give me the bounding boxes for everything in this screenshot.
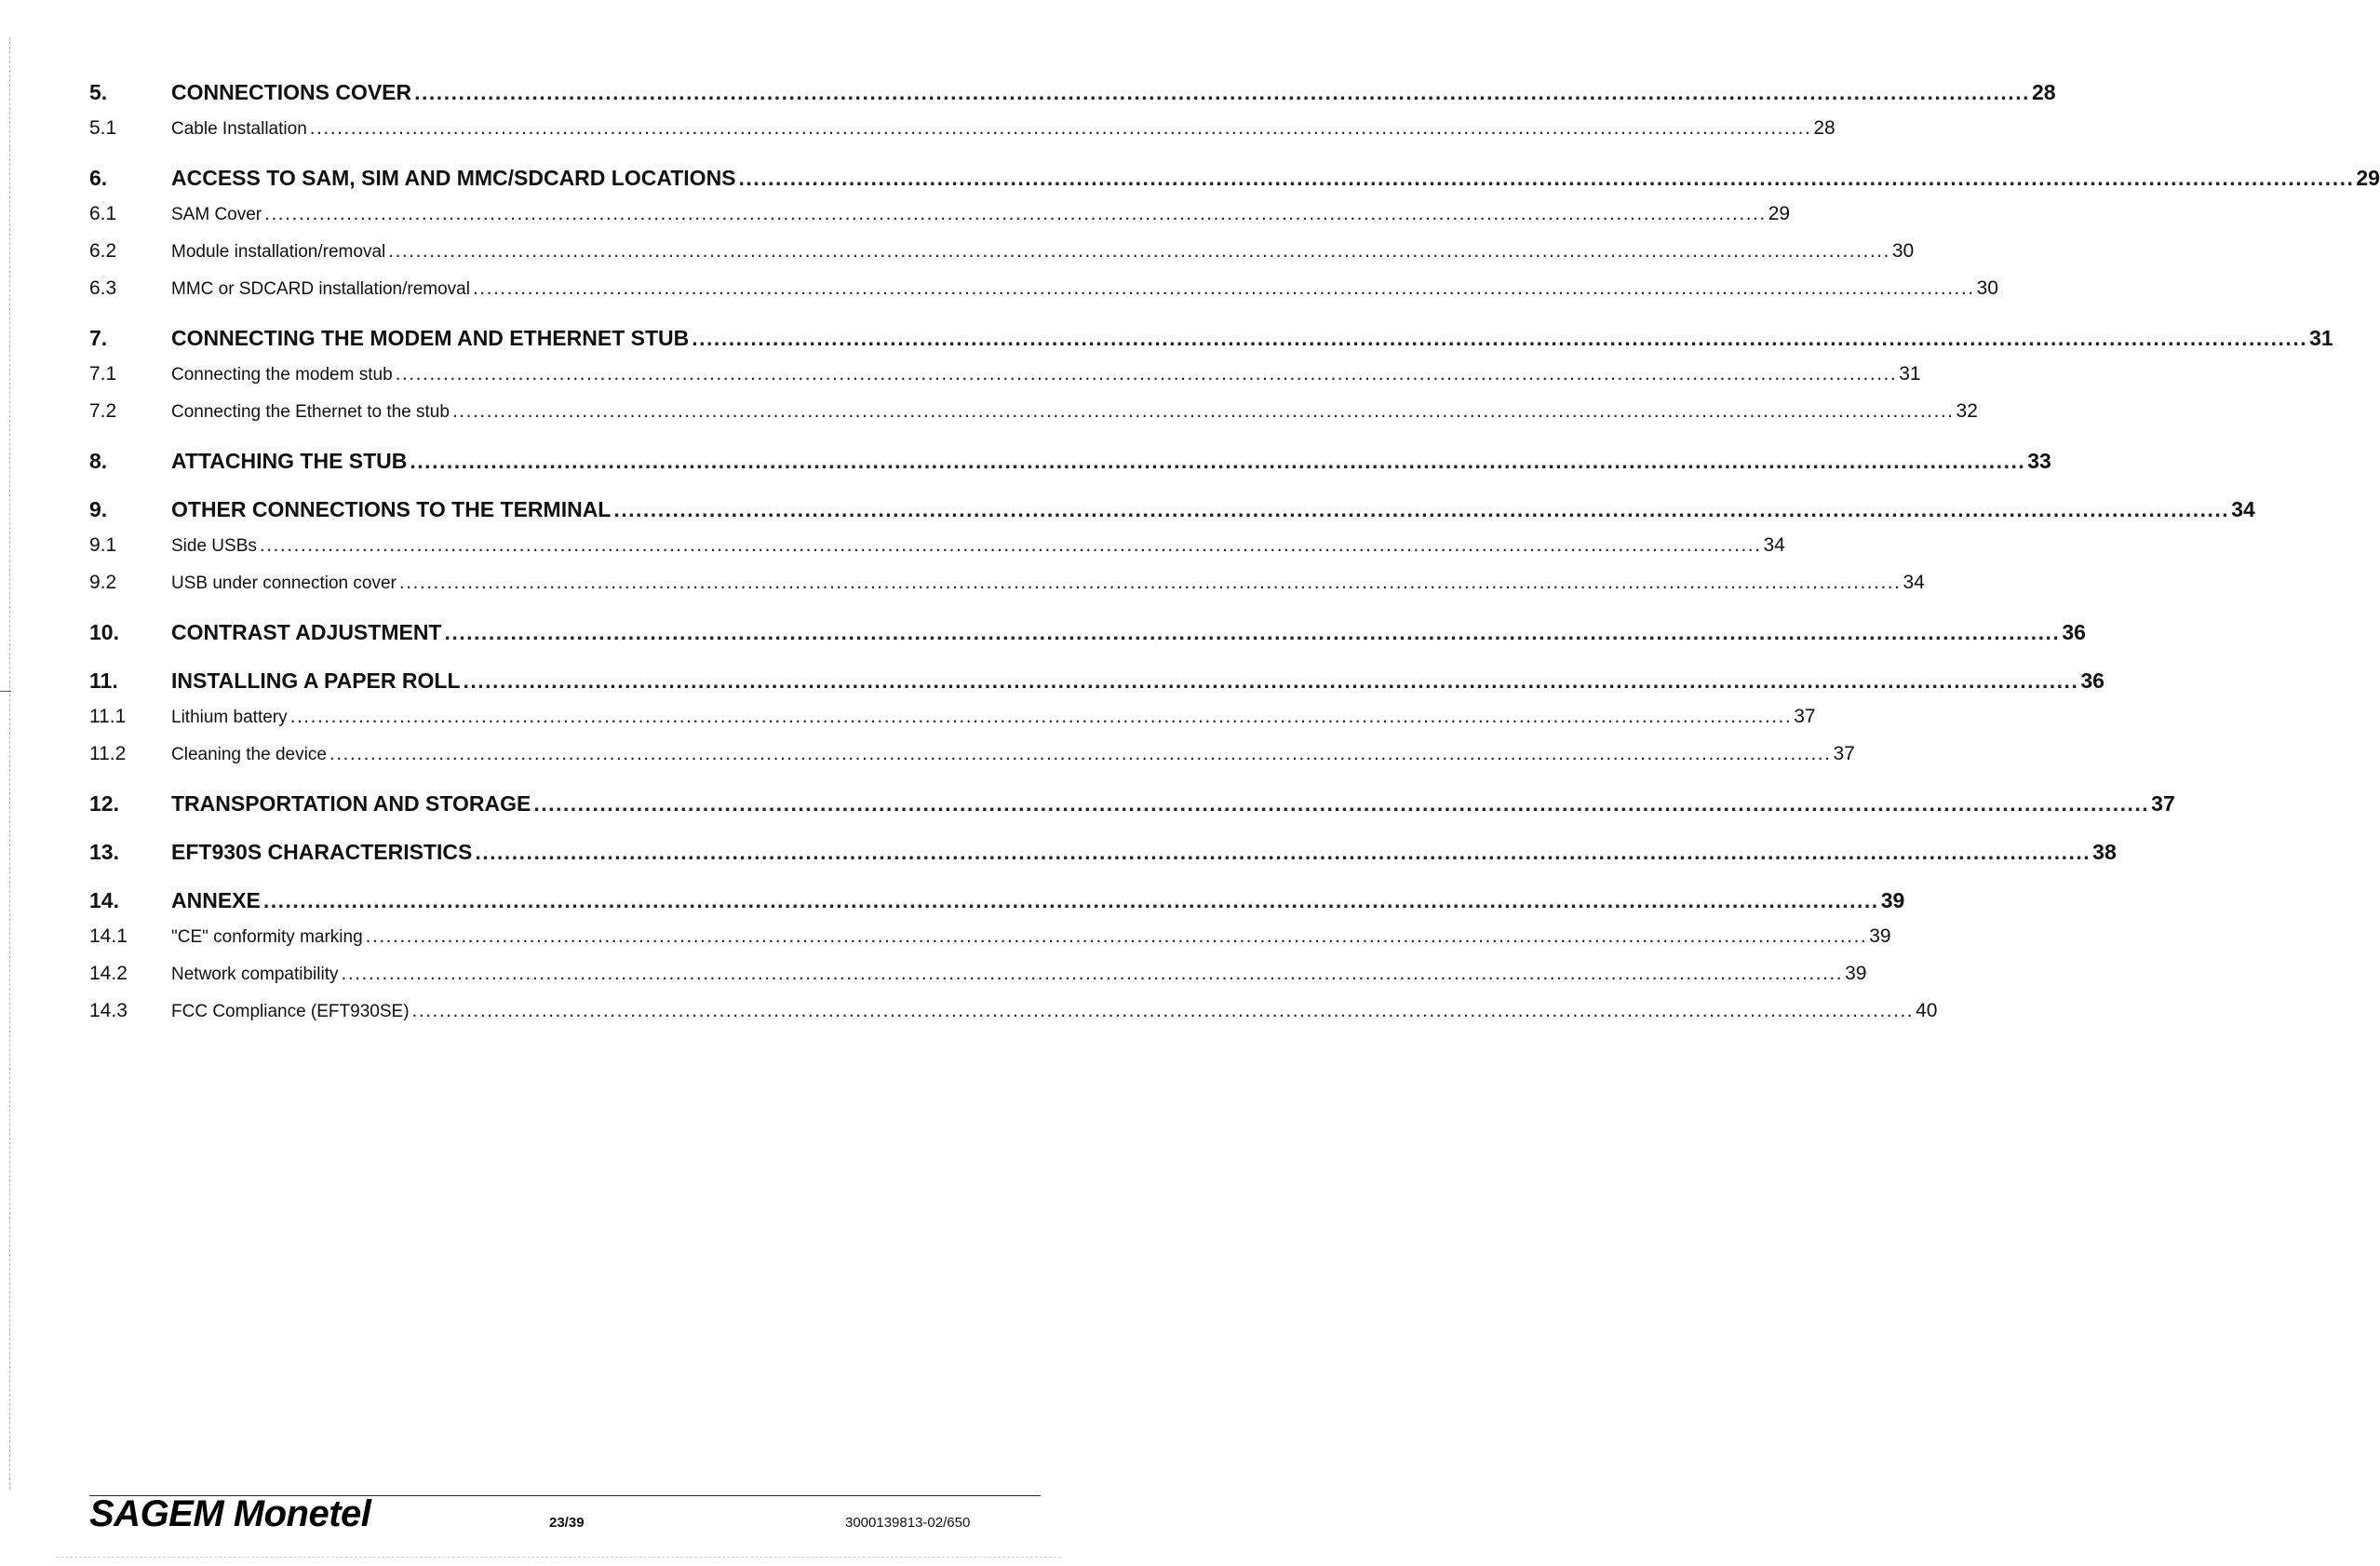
toc-leader-dots: ............................................................................................................................................................................................................................ [463, 668, 2079, 693]
toc-number: 12. [89, 791, 119, 816]
toc-title: MMC or SDCARD installation/removal [171, 279, 470, 299]
toc-leader-dots: ............................................................................................................................................................................................................................ [472, 277, 1975, 299]
toc-title: Cable Installation [171, 119, 307, 139]
toc-page-number: 36 [2062, 620, 2086, 644]
toc-leader-dots: ............................................................................................................................................................................................................................ [692, 326, 2308, 350]
toc-title: INSTALLING A PAPER ROLL [171, 668, 461, 693]
brand-logo: SAGEM Monetel [89, 1493, 371, 1534]
toc-number: 14.2 [89, 963, 128, 984]
toc-number: 6.3 [89, 277, 117, 299]
toc-number: 5. [89, 80, 108, 104]
toc-title: CONNECTIONS COVER [171, 80, 412, 104]
toc-leader-dots: ............................................................................................................................................................................................................................ [451, 400, 1955, 422]
toc-page-number: 31 [1899, 363, 1921, 385]
toc-leader-dots: ............................................................................................................................................................................................................................ [613, 497, 2230, 521]
toc-number: 14.1 [89, 925, 128, 947]
toc-page-number: 30 [1976, 277, 1998, 299]
toc-subsection[interactable] [89, 400, 1978, 438]
toc-number: 7.1 [89, 363, 117, 385]
toc-title: USB under connection cover [171, 574, 397, 593]
toc-page-number: 32 [1956, 400, 1978, 422]
toc-page-number: 39 [1869, 925, 1891, 947]
toc-number: 9. [89, 497, 108, 521]
toc-number: 11.1 [89, 706, 127, 727]
toc-number: 7.2 [89, 400, 117, 422]
page-number: 23/39 [549, 1515, 585, 1531]
toc-leader-dots: ............................................................................................................................................................................................................................ [365, 925, 1868, 947]
toc-page-number: 29 [1768, 203, 1791, 224]
toc-number: 6.2 [89, 240, 117, 262]
toc-subsection[interactable] [89, 743, 1855, 780]
toc-title: Module installation/removal [171, 242, 386, 262]
toc-subsection[interactable] [89, 277, 1998, 315]
toc-subsection[interactable] [89, 203, 1791, 240]
toc-section[interactable] [89, 840, 2117, 877]
toc-number: 7. [89, 326, 108, 350]
toc-title: OTHER CONNECTIONS TO THE TERMINAL [171, 497, 612, 521]
toc-page-number: 37 [1833, 743, 1855, 764]
toc-number: 5.1 [89, 117, 117, 139]
toc-page-number: 30 [1891, 240, 1915, 262]
toc-subsection[interactable] [89, 1000, 1938, 1037]
toc-subsection[interactable] [89, 240, 1915, 277]
toc-number: 6. [89, 166, 108, 190]
toc-page-number: 37 [2151, 791, 2175, 816]
toc-title: Network compatibility [171, 965, 339, 984]
toc-page-number: 28 [1813, 117, 1835, 139]
toc-title: Connecting the modem stub [171, 365, 393, 385]
toc-title: Side USBs [171, 536, 257, 556]
toc-page-number: 37 [1794, 706, 1816, 727]
toc-page-number: 34 [2231, 497, 2255, 521]
scan-bottom-line [56, 1557, 1061, 1558]
toc-number: 8. [89, 449, 108, 473]
toc-leader-dots: ............................................................................................................................................................................................................................ [341, 963, 1844, 984]
toc-number: 9.1 [89, 534, 117, 556]
scan-margin-tick [0, 691, 11, 692]
toc-title: FCC Compliance (EFT930SE) [171, 1002, 410, 1021]
toc-subsection[interactable] [89, 925, 1891, 963]
toc-title: CONNECTING THE MODEM AND ETHERNET STUB [171, 326, 690, 350]
toc-number: 14.3 [89, 1000, 128, 1021]
toc-number: 11. [89, 668, 118, 693]
toc-title: Cleaning the device [171, 745, 327, 764]
toc-section[interactable] [89, 166, 2380, 203]
toc-title: TRANSPORTATION AND STORAGE [171, 791, 531, 816]
toc-section[interactable] [89, 888, 1905, 925]
toc-title: ATTACHING THE STUB [171, 449, 408, 473]
toc-section[interactable] [89, 668, 2104, 706]
toc-number: 9.2 [89, 572, 117, 593]
toc-number: 14. [89, 888, 119, 912]
toc-subsection[interactable] [89, 117, 1835, 155]
toc-leader-dots: ............................................................................................................................................................................................................................ [411, 1000, 1915, 1021]
toc-leader-dots: ............................................................................................................................................................................................................................ [398, 572, 1902, 593]
toc-number: 13. [89, 840, 119, 864]
toc-title: CONTRAST ADJUSTMENT [171, 620, 442, 644]
toc-section[interactable] [89, 449, 2051, 486]
document-reference: 3000139813-02/650 [845, 1515, 971, 1531]
toc-page-number: 28 [2031, 80, 2056, 104]
toc-number: 6.1 [89, 203, 117, 224]
toc-title: SAM Cover [171, 205, 262, 224]
toc-leader-dots: ............................................................................................................................................................................................................................ [329, 743, 1832, 764]
toc-subsection[interactable] [89, 363, 1921, 400]
toc-section[interactable] [89, 80, 2056, 117]
toc-leader-dots: ............................................................................................................................................................................................................................ [259, 534, 1762, 556]
toc-title: ANNEXE [171, 888, 261, 912]
toc-page-number: 33 [2027, 449, 2051, 473]
toc-section[interactable] [89, 791, 2175, 829]
toc-leader-dots: ............................................................................................................................................................................................................................ [533, 791, 2150, 816]
toc-page-number: 39 [1845, 963, 1867, 984]
toc-leader-dots: ............................................................................................................................................................................................................................ [395, 363, 1898, 385]
toc-title: ACCESS TO SAM, SIM AND MMC/SDCARD LOCATIONS [171, 166, 736, 190]
toc-page-number: 31 [2309, 326, 2333, 350]
toc-section[interactable] [89, 620, 2086, 657]
toc-page-number: 40 [1916, 1000, 1938, 1021]
toc-page-number: 34 [1763, 534, 1785, 556]
toc-leader-dots: ............................................................................................................................................................................................................................ [414, 80, 2030, 104]
toc-title: "CE" conformity marking [171, 927, 363, 947]
toc-leader-dots: ............................................................................................................................................................................................................................ [738, 166, 2355, 190]
toc-leader-dots: ............................................................................................................................................................................................................................ [264, 203, 1767, 224]
toc-leader-dots: ............................................................................................................................................................................................................................ [444, 620, 2061, 644]
toc-subsection[interactable] [89, 963, 1867, 1000]
table-of-contents [89, 80, 2380, 1037]
toc-leader-dots: ............................................................................................................................................................................................................................ [262, 888, 1879, 912]
toc-subsection[interactable] [89, 572, 1925, 609]
toc-leader-dots: ............................................................................................................................................................................................................................ [289, 706, 1793, 727]
toc-page-number: 38 [2092, 840, 2117, 864]
toc-section[interactable] [89, 326, 2333, 363]
toc-subsection[interactable] [89, 706, 1816, 743]
toc-page-number: 39 [1880, 888, 1905, 912]
toc-page-number: 29 [2356, 166, 2380, 190]
toc-section[interactable] [89, 497, 2255, 534]
toc-title: EFT930S CHARACTERISTICS [171, 840, 473, 864]
toc-number: 11.2 [89, 743, 127, 764]
toc-leader-dots: ............................................................................................................................................................................................................................ [388, 240, 1890, 262]
toc-page-number: 34 [1903, 572, 1925, 593]
toc-number: 10. [89, 620, 119, 644]
toc-leader-dots: ............................................................................................................................................................................................................................ [475, 840, 2091, 864]
toc-leader-dots: ............................................................................................................................................................................................................................ [309, 117, 1812, 139]
toc-page-number: 36 [2080, 668, 2104, 693]
toc-leader-dots: ............................................................................................................................................................................................................................ [410, 449, 2026, 473]
toc-title: Lithium battery [171, 708, 288, 727]
toc-subsection[interactable] [89, 534, 1785, 572]
toc-title: Connecting the Ethernet to the stub [171, 402, 450, 422]
scan-margin-line [9, 37, 10, 1490]
